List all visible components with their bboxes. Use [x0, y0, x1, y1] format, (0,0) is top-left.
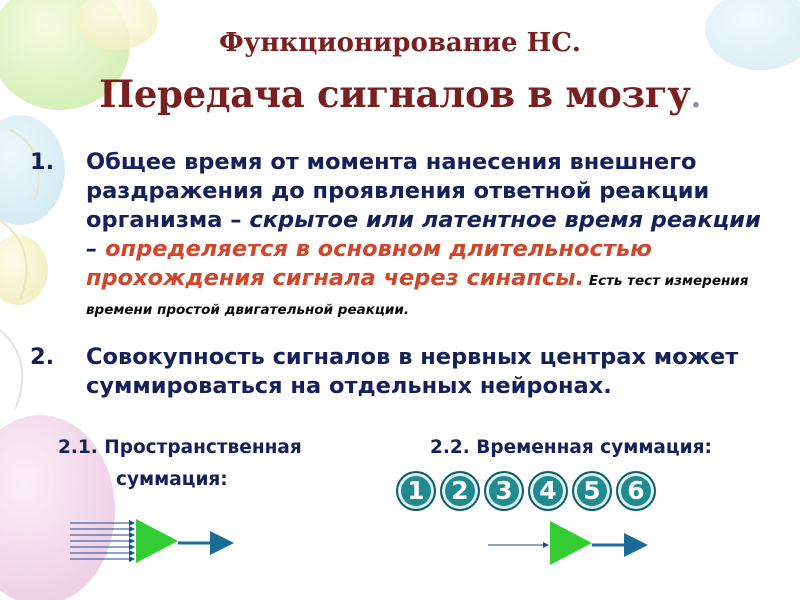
- spatial-summation-diagram: [68, 515, 243, 575]
- list-item-1-body: [86, 148, 775, 322]
- list-item-1: [30, 148, 775, 322]
- title-line-2: [0, 72, 800, 116]
- input-arrows: [70, 523, 134, 559]
- neuron-triangle: [550, 521, 592, 565]
- list-item-1-number: 1.: [30, 149, 55, 175]
- temporal-sequence: [396, 471, 656, 511]
- sequence-circle-3: 3: [484, 471, 524, 511]
- spatial-summation-label: 2.1. Пространственная: [58, 437, 302, 458]
- title-line-2-text: Передача сигналов в мозгу: [99, 72, 691, 116]
- title-line-1: Функционирование НС.: [219, 28, 581, 58]
- sequence-circle-1: 1: [396, 471, 436, 511]
- sequence-circle-5: 5: [572, 471, 612, 511]
- list-item-2-text: Совокупность сигналов в нервных центрах может суммироваться на отдельных нейронах.: [86, 344, 739, 399]
- sequence-circle-6: 6: [616, 471, 656, 511]
- list-item-1-italic: скрытое или латентное время реакции –: [86, 207, 761, 262]
- sequence-circle-2: 2: [440, 471, 480, 511]
- list-item-2-number: 2.: [30, 344, 55, 370]
- list-item-1-note: Есть тест измерения времени простой двигательной реакции.: [86, 273, 749, 318]
- list-item-1-highlight: определяется в основном длительностью прохождения сигнала через синапсы.: [86, 236, 652, 291]
- spatial-summation-label-line2: суммация:: [116, 469, 228, 490]
- neuron-triangle: [136, 519, 178, 563]
- temporal-summation-diagram: [486, 515, 661, 575]
- list-item-2: [30, 343, 775, 401]
- temporal-summation-label: 2.2. Временная суммация:: [430, 437, 712, 458]
- sequence-circle-4: 4: [528, 471, 568, 511]
- list-item-1-text: Общее время от момента нанесения внешнего раздражения до проявления ответной реакции организма –: [86, 149, 710, 233]
- title-line-2-dot: .: [690, 80, 701, 115]
